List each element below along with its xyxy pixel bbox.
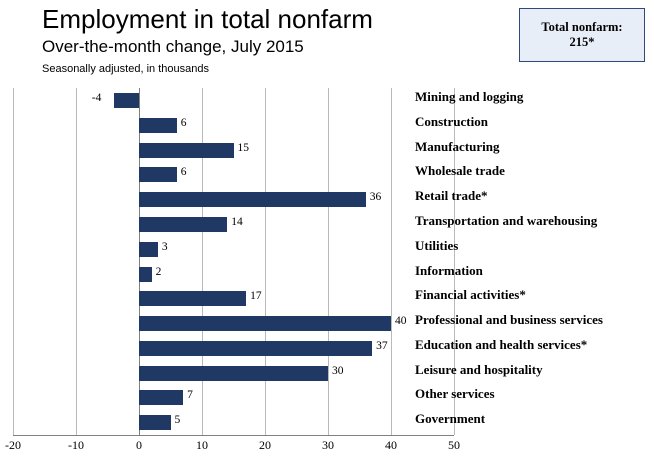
chart-note: Seasonally adjusted, in thousands (42, 63, 209, 75)
bar (139, 291, 246, 306)
bar-value-label: 36 (369, 191, 382, 204)
category-label: Government (415, 411, 486, 427)
chart-row (13, 162, 641, 188)
bar-value-label: 30 (332, 364, 344, 377)
bar (139, 192, 366, 207)
callout-label: Total nonfarm: (541, 20, 623, 34)
title-block (42, 4, 512, 76)
bar-value-label: 5 (174, 414, 181, 427)
chart-subtitle: Over-the-month change, July 2015 (42, 37, 304, 56)
bar-value-label: 6 (180, 116, 187, 129)
x-tick-label: 10 (196, 438, 208, 452)
bar-value-label: -4 (91, 92, 102, 104)
bar-value-label: 2 (155, 265, 162, 278)
x-tick-label: -20 (5, 438, 21, 452)
x-tick-label: 30 (322, 438, 334, 452)
x-axis-ticks (5, 438, 460, 458)
bar (139, 366, 328, 381)
chart-row (13, 187, 641, 213)
bar-value-label: 15 (237, 141, 249, 154)
bar (139, 390, 183, 405)
category-label: Financial activities* (415, 287, 526, 303)
bar-value-label: 7 (187, 389, 193, 402)
chart-row (13, 385, 641, 411)
chart-row (13, 113, 641, 139)
category-label: Manufacturing (415, 138, 500, 154)
bar (139, 217, 227, 232)
category-label: Wholesale trade (415, 163, 505, 179)
category-label: Professional and business services (415, 312, 603, 328)
x-tick-label: 20 (259, 438, 271, 452)
chart-row (13, 336, 641, 362)
chart-row (13, 311, 641, 337)
category-label: Mining and logging (415, 89, 524, 104)
category-label: Construction (415, 113, 488, 129)
bar (139, 167, 177, 182)
page-title: Employment in total nonfarm (42, 4, 373, 34)
bar-value-label: 17 (250, 290, 262, 303)
bar (139, 341, 372, 356)
bar-value-label: 37 (376, 339, 388, 352)
bar (139, 316, 391, 331)
chart-row (13, 88, 641, 114)
category-label: Information (415, 262, 483, 278)
bar (139, 118, 177, 133)
category-label: Utilities (415, 237, 459, 253)
x-tick-label: 50 (448, 438, 460, 452)
x-tick-label: -10 (68, 438, 84, 452)
chart-row (13, 286, 641, 312)
total-nonfarm-callout (519, 8, 645, 62)
plot-area (5, 88, 641, 452)
category-label: Education and health services* (415, 336, 588, 352)
bar (139, 267, 152, 282)
bar (114, 93, 139, 108)
chart-row (13, 262, 641, 288)
category-label: Transportation and warehousing (415, 212, 598, 228)
bar (139, 143, 234, 158)
x-tick-label: 40 (385, 438, 397, 452)
chart-row (13, 212, 641, 238)
chart-row (13, 410, 641, 436)
chart-row (13, 138, 641, 164)
category-label: Other services (415, 386, 495, 402)
bar-rows (13, 88, 641, 435)
bar-value-label: 6 (180, 166, 187, 179)
category-label: Leisure and hospitality (415, 361, 543, 377)
category-label: Retail trade* (415, 188, 488, 204)
bar-value-label: 3 (161, 240, 168, 253)
callout-value: 215* (569, 35, 595, 49)
chart-row (13, 361, 641, 387)
bar-value-label: 40 (395, 315, 407, 328)
x-tick-label: 0 (136, 438, 142, 452)
bar (139, 242, 158, 257)
bar-value-label: 14 (231, 215, 243, 228)
bar (139, 415, 171, 430)
chart-row (13, 237, 641, 263)
